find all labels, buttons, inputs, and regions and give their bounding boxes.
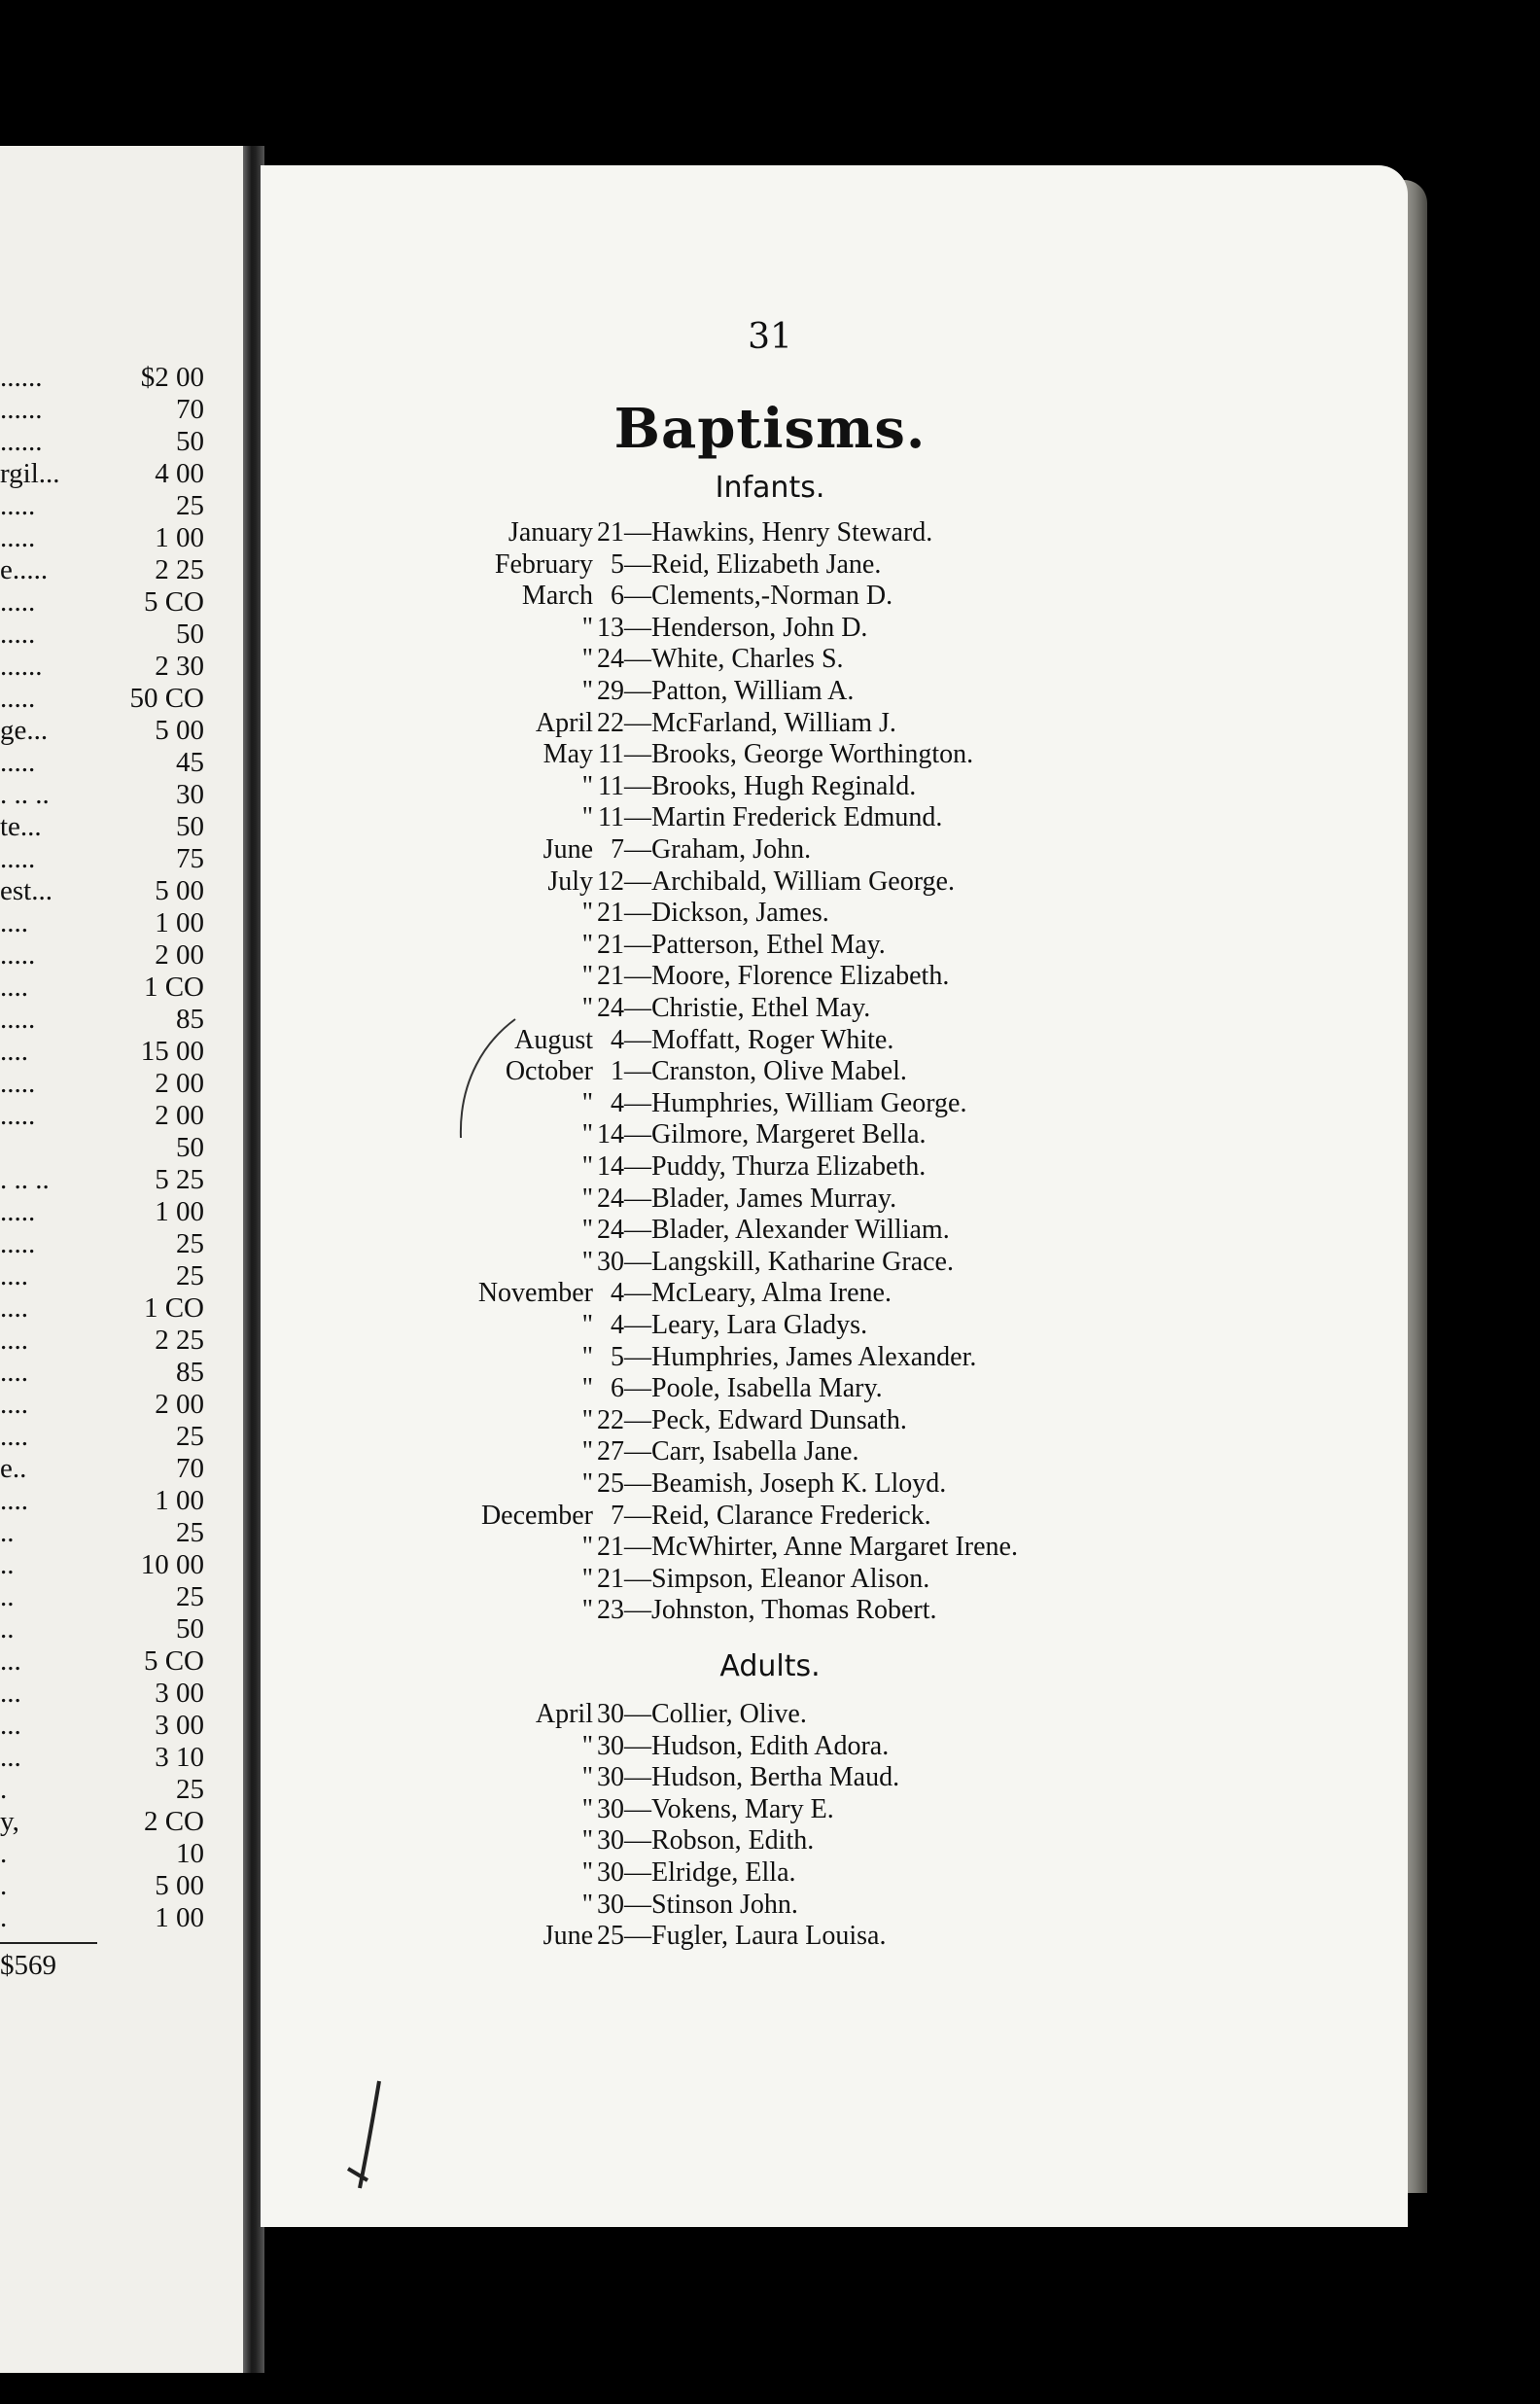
entry-month: ": [581, 1793, 593, 1824]
ledger-leader: rgil...: [0, 458, 60, 489]
entry-day: 6: [611, 581, 624, 612]
entry-month: ": [581, 1532, 593, 1563]
ledger-amount: 2 25: [155, 1325, 204, 1356]
entry-day: 21: [597, 898, 624, 929]
entry-month: ": [581, 993, 593, 1023]
entry-day: 11: [598, 770, 624, 801]
ledger-amount: 5 00: [155, 875, 204, 906]
ledger-amount: 85: [176, 1357, 204, 1388]
ledger-amount: 70: [176, 394, 204, 425]
entry-day: 4: [611, 1087, 624, 1118]
entry-name: —Reid, Clarance Frederick.: [624, 1500, 931, 1531]
entry-name: —Henderson, John D.: [624, 612, 868, 643]
entry-day: 11: [598, 802, 624, 833]
entry-name: —Moore, Florence Elizabeth.: [624, 961, 950, 992]
entry-day: 21: [597, 517, 624, 548]
ledger-leader: ..: [0, 1613, 15, 1644]
entry-day: 21: [597, 929, 624, 960]
entry-day: 22: [597, 707, 624, 738]
ledger-leader: ...: [0, 1678, 21, 1709]
entry-name: —Archibald, William George.: [624, 866, 955, 897]
entry-day: 30: [597, 1730, 624, 1761]
ledger-amount: 3 10: [155, 1742, 204, 1773]
entry-month: June: [542, 1921, 593, 1952]
ledger-amount: 5 CO: [143, 1645, 204, 1677]
ledger-leader: . .. ..: [0, 1164, 50, 1195]
entry-name: —McLeary, Alma Irene.: [624, 1278, 892, 1309]
ledger-amount: 30: [176, 779, 204, 810]
ledger-amount: 1 00: [155, 1485, 204, 1516]
entry-day: 22: [597, 1404, 624, 1435]
ledger-leader: .: [0, 1870, 8, 1901]
ledger-leader: .....: [0, 1228, 36, 1259]
entry-day: 30: [597, 1825, 624, 1856]
entry-day: 6: [611, 1373, 624, 1404]
entry-month: ": [581, 1246, 593, 1277]
entry-day: 7: [611, 834, 624, 865]
ledger-amount: 25: [176, 1228, 204, 1259]
ledger-amount: 5 00: [155, 715, 204, 746]
entry-month: ": [581, 1215, 593, 1246]
entry-name: —Cranston, Olive Mabel.: [624, 1056, 907, 1087]
ledger-amount: $2 00: [140, 362, 204, 393]
entry-day: 21: [597, 1563, 624, 1594]
ledger-leader: te...: [0, 811, 42, 842]
ledger-leader: .....: [0, 619, 36, 650]
entry-month: ": [581, 770, 593, 801]
ledger-leader: ..: [0, 1581, 15, 1612]
ledger-amount: 25: [176, 1260, 204, 1291]
ledger-leader: ..: [0, 1549, 15, 1580]
ledger-leader: ....: [0, 1389, 28, 1420]
ledger-amount: 4 00: [155, 458, 204, 489]
ledger-leader: .....: [0, 1100, 36, 1131]
entry-name: —Blader, James Murray.: [624, 1183, 897, 1214]
entry-day: 30: [597, 1793, 624, 1824]
ledger-leader: ......: [0, 426, 43, 457]
ledger-leader: .....: [0, 1004, 36, 1035]
entry-name: —McWhirter, Anne Margaret Irene.: [624, 1532, 1018, 1563]
ledger-leader: y,: [0, 1806, 19, 1837]
entry-day: 24: [597, 993, 624, 1023]
ledger-amount: 2 00: [155, 939, 204, 971]
ledger-leader: ...: [0, 1742, 21, 1773]
entry-name: —Reid, Elizabeth Jane.: [624, 548, 882, 580]
entry-month: ": [581, 1373, 593, 1404]
ledger-amount: 15 00: [140, 1036, 204, 1067]
entry-month: December: [480, 1500, 593, 1531]
ledger-leader: ....: [0, 1325, 28, 1356]
ledger-amount: 50: [176, 426, 204, 457]
entry-day: 30: [597, 1857, 624, 1888]
ledger-leader: ....: [0, 1292, 28, 1324]
entry-name: —Graham, John.: [624, 834, 812, 865]
entry-month: August: [514, 1024, 593, 1055]
entry-month: ": [581, 1151, 593, 1182]
entry-name: —McFarland, William J.: [624, 707, 896, 738]
entry-month: ": [581, 1436, 593, 1467]
pen-stroke-mark: [447, 1011, 525, 1157]
ledger-leader: est...: [0, 875, 52, 906]
ledger-leader: .....: [0, 747, 36, 778]
entry-name: —Peck, Edward Dunsath.: [624, 1404, 907, 1435]
entry-name: —Brooks, George Worthington.: [624, 739, 974, 770]
ledger-leader: ...: [0, 1710, 21, 1741]
entry-day: 4: [611, 1278, 624, 1309]
ledger-leader: .: [0, 1902, 8, 1933]
ledger-leader: .....: [0, 522, 36, 553]
entry-month: February: [494, 548, 593, 580]
entry-month: ": [581, 1595, 593, 1626]
entry-day: 21: [597, 961, 624, 992]
entry-day: 7: [611, 1500, 624, 1531]
entry-day: 5: [611, 548, 624, 580]
infants-heading: Infants.: [715, 471, 825, 505]
ledger-amount: 10: [176, 1838, 204, 1869]
ledger-amount: 3 00: [155, 1710, 204, 1741]
entry-day: 4: [611, 1310, 624, 1340]
ledger-leader: ......: [0, 362, 43, 393]
entry-month: ": [581, 1730, 593, 1761]
entry-name: —Poole, Isabella Mary.: [624, 1373, 883, 1404]
ledger-amount: 50: [176, 811, 204, 842]
ledger-amount: 5 CO: [143, 586, 204, 618]
ledger-leader: .....: [0, 490, 36, 521]
ledger-leader: e..: [0, 1453, 27, 1484]
entry-day: 29: [597, 676, 624, 706]
page-number: 31: [748, 317, 792, 357]
entry-name: —Patton, William A.: [624, 676, 855, 706]
entry-day: 24: [597, 1183, 624, 1214]
ledger-leader: .....: [0, 586, 36, 618]
ledger-leader: e.....: [0, 554, 49, 585]
ledger-total: $569: [0, 1950, 56, 1981]
entry-month: ": [581, 1087, 593, 1118]
entry-name: —Moffatt, Roger White.: [624, 1024, 894, 1055]
ledger-leader: ....: [0, 907, 28, 938]
entry-day: 25: [597, 1468, 624, 1499]
entry-name: —Humphries, James Alexander.: [624, 1341, 977, 1372]
entry-month: April: [535, 707, 593, 738]
entry-day: 5: [611, 1341, 624, 1372]
entry-name: —Martin Frederick Edmund.: [624, 802, 943, 833]
entry-name: —Fugler, Laura Louisa.: [624, 1921, 887, 1952]
entry-name: —Patterson, Ethel May.: [624, 929, 886, 960]
entry-name: —Puddy, Thurza Elizabeth.: [624, 1151, 927, 1182]
entry-day: 4: [611, 1024, 624, 1055]
ledger-amount: 2 CO: [143, 1806, 204, 1837]
ledger-amount: 75: [176, 843, 204, 874]
entry-month: ": [581, 898, 593, 929]
ledger-amount: 25: [176, 1774, 204, 1805]
entry-month: ": [581, 612, 593, 643]
entry-name: —Hawkins, Henry Steward.: [624, 517, 933, 548]
ledger-leader: ....: [0, 972, 28, 1003]
ledger-leader: ..: [0, 1517, 15, 1548]
ledger-amount: 2 00: [155, 1068, 204, 1099]
entry-day: 30: [597, 1762, 624, 1793]
page-title: Baptisms.: [613, 397, 927, 461]
entry-month: April: [535, 1699, 593, 1729]
ledger-amount: 50: [176, 1613, 204, 1644]
entry-name: —White, Charles S.: [624, 644, 844, 675]
entry-name: —Hudson, Edith Adora.: [624, 1730, 890, 1761]
ledger-amount: 2 25: [155, 554, 204, 585]
entry-name: —Johnston, Thomas Robert.: [624, 1595, 937, 1626]
ledger-amount: 50 CO: [129, 683, 204, 714]
ledger-leader: . .. ..: [0, 779, 50, 810]
entry-name: —Stinson John.: [624, 1889, 798, 1920]
entry-month: ": [581, 644, 593, 675]
entry-month: ": [581, 1762, 593, 1793]
entry-name: —Hudson, Bertha Maud.: [624, 1762, 900, 1793]
ledger-leader: .....: [0, 1196, 36, 1227]
ledger-total-rule: [0, 1942, 97, 1944]
entry-day: 27: [597, 1436, 624, 1467]
ledger-amount: 1 00: [155, 907, 204, 938]
entry-name: —Leary, Lara Gladys.: [624, 1310, 868, 1340]
ledger-amount: 5 00: [155, 1870, 204, 1901]
ledger-amount: 3 00: [155, 1678, 204, 1709]
ledger-amount: 25: [176, 490, 204, 521]
entry-name: —Dickson, James.: [624, 898, 829, 929]
ledger-leader: .: [0, 1838, 8, 1869]
entry-name: —Beamish, Joseph K. Lloyd.: [624, 1468, 947, 1499]
entry-month: November: [477, 1278, 593, 1309]
ledger-amount: 50: [176, 1132, 204, 1163]
entry-day: 11: [598, 739, 624, 770]
ledger-amount: 10 00: [140, 1549, 204, 1580]
ledger-amount: 1 CO: [143, 1292, 204, 1324]
entry-day: 24: [597, 644, 624, 675]
entry-month: October: [505, 1056, 593, 1087]
entry-day: 30: [597, 1246, 624, 1277]
ledger-leader: ......: [0, 651, 43, 682]
entry-month: ": [581, 1310, 593, 1340]
ledger-amount: 1 CO: [143, 972, 204, 1003]
entry-month: March: [521, 581, 593, 612]
entry-day: 12: [597, 866, 624, 897]
ledger-leader: ...: [0, 1645, 21, 1677]
entry-day: 14: [597, 1151, 624, 1182]
entry-name: —Christie, Ethel May.: [624, 993, 871, 1023]
entry-month: ": [581, 676, 593, 706]
ledger-leader: .....: [0, 1068, 36, 1099]
entry-name: —Blader, Alexander William.: [624, 1215, 950, 1246]
ledger-leader: ....: [0, 1036, 28, 1067]
ledger-amount: 1 00: [155, 1902, 204, 1933]
entry-day: 24: [597, 1215, 624, 1246]
entry-month: ": [581, 1341, 593, 1372]
entry-day: 30: [597, 1699, 624, 1729]
entry-name: —Vokens, Mary E.: [624, 1793, 834, 1824]
ledger-amount: 2 00: [155, 1100, 204, 1131]
entry-name: —Humphries, William George.: [624, 1087, 967, 1118]
ledger-leader: ....: [0, 1357, 28, 1388]
ledger-leader: ....: [0, 1260, 28, 1291]
ledger-amount: 1 00: [155, 1196, 204, 1227]
entry-month: ": [581, 1119, 593, 1150]
ledger-amount: 25: [176, 1517, 204, 1548]
entry-month: ": [581, 1183, 593, 1214]
entry-name: —Brooks, Hugh Reginald.: [624, 770, 917, 801]
entry-month: June: [542, 834, 593, 865]
entry-day: 25: [597, 1921, 624, 1952]
entry-name: —Robson, Edith.: [624, 1825, 815, 1856]
ledger-leader: ....: [0, 1421, 28, 1452]
ledger-leader: .....: [0, 843, 36, 874]
entry-month: ": [581, 961, 593, 992]
entry-month: ": [581, 1825, 593, 1856]
ledger-amount: 1 00: [155, 522, 204, 553]
entry-month: ": [581, 1889, 593, 1920]
ledger-leader: .: [0, 1774, 8, 1805]
ledger-amount: 25: [176, 1421, 204, 1452]
ledger-amount: 5 25: [155, 1164, 204, 1195]
entry-name: —Langskill, Katharine Grace.: [624, 1246, 954, 1277]
ledger-amount: 85: [176, 1004, 204, 1035]
entry-name: —Elridge, Ella.: [624, 1857, 796, 1888]
ledger-amount: 45: [176, 747, 204, 778]
entry-name: —Gilmore, Margeret Bella.: [624, 1119, 927, 1150]
entry-day: 23: [597, 1595, 624, 1626]
handwritten-mark: [321, 2071, 399, 2208]
ledger-leader: ....: [0, 1485, 28, 1516]
entry-month: ": [581, 1563, 593, 1594]
entry-name: —Carr, Isabella Jane.: [624, 1436, 859, 1467]
entry-name: —Collier, Olive.: [624, 1699, 807, 1729]
entry-day: 30: [597, 1889, 624, 1920]
ledger-amount: 70: [176, 1453, 204, 1484]
entry-month: May: [542, 739, 593, 770]
ledger-leader: ......: [0, 394, 43, 425]
ledger-leader: .....: [0, 939, 36, 971]
ledger-amount: 2 00: [155, 1389, 204, 1420]
entry-month: ": [581, 1468, 593, 1499]
entry-month: July: [547, 866, 593, 897]
ledger-amount: 2 30: [155, 651, 204, 682]
entry-day: 14: [597, 1119, 624, 1150]
entry-day: 1: [611, 1056, 624, 1087]
entry-name: —Simpson, Eleanor Alison.: [624, 1563, 930, 1594]
entry-day: 13: [597, 612, 624, 643]
entry-month: ": [581, 1857, 593, 1888]
entry-month: January: [508, 517, 593, 548]
ledger-leader: ge...: [0, 715, 49, 746]
entry-day: 21: [597, 1532, 624, 1563]
adults-heading: Adults.: [719, 1649, 821, 1683]
entry-month: ": [581, 929, 593, 960]
entry-name: —Clements,-Norman D.: [624, 581, 893, 612]
ledger-leader: .....: [0, 683, 36, 714]
ledger-amount: 25: [176, 1581, 204, 1612]
entry-month: ": [581, 1404, 593, 1435]
entry-month: ": [581, 802, 593, 833]
ledger-amount: 50: [176, 619, 204, 650]
